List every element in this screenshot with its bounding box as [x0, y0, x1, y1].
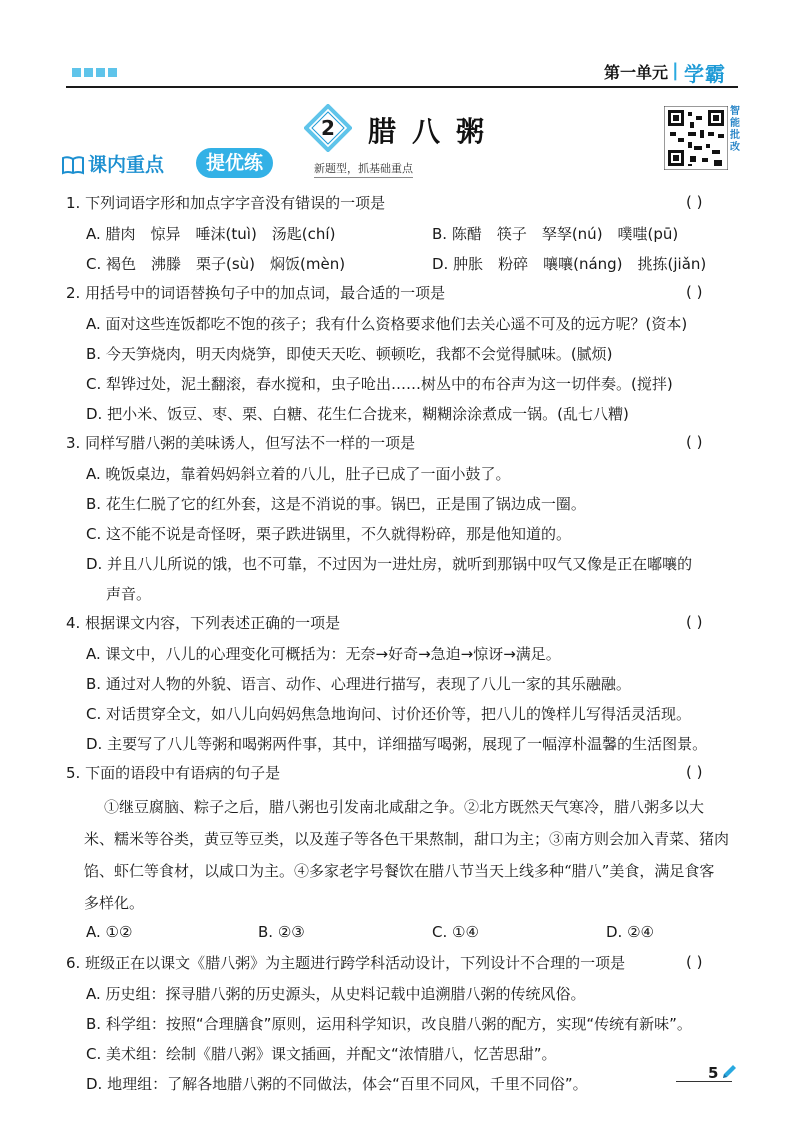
lesson-number-badge: [304, 104, 352, 152]
question-1-answer-box[interactable]: ( ): [686, 193, 703, 211]
question-6-answer-box[interactable]: ( ): [686, 953, 703, 971]
header-square: [96, 68, 105, 77]
question-1-stem: 1. 下列词语字形和加点字字音没有错误的一项是: [66, 194, 386, 212]
question-5-choice-a: A. ①②: [86, 923, 133, 941]
question-3-answer-box[interactable]: ( ): [686, 433, 703, 451]
header-square: [108, 68, 117, 77]
unit-label: 第一单元: [604, 63, 669, 82]
question-2-answer-box[interactable]: ( ): [686, 283, 703, 301]
question-2-option-b: B. 今天笋烧肉，明天肉烧笋，即使天天吃、顿顿吃，我都不会觉得腻味。(腻烦): [86, 345, 613, 363]
question-6-option-b: B. 科学组：按照“合理膳食”原则，运用科学知识，改良腊八粥的配方，实现“传统有新味”。: [86, 1015, 692, 1033]
section-title: 课内重点: [88, 154, 165, 176]
question-5-answer-box[interactable]: ( ): [686, 763, 703, 781]
question-5-stem: 5. 下面的语段中有语病的句子是: [66, 764, 281, 782]
question-3-stem: 3. 同样写腊八粥的美味诱人，但写法不一样的一项是: [66, 434, 416, 452]
question-2-option-d: D. 把小米、饭豆、枣、栗、白糖、花生仁合拢来，糊糊涂涂煮成一锅。(乱七八糟): [86, 405, 629, 423]
question-4-option-c: C. 对话贯穿全文，如八儿向妈妈焦急地询问、讨价还价等，把八儿的馋样儿写得活灵活现。: [86, 705, 692, 723]
question-4-stem: 4. 根据课文内容，下列表述正确的一项是: [66, 614, 341, 632]
brand-logo: 学霸: [684, 62, 726, 86]
question-2-option-c: C. 犁铧过处，泥土翻滚，春水搅和，虫子呛出……树丛中的布谷声为这一切伴奏。(搅拌): [86, 375, 673, 393]
lesson-title: 腊八粥: [368, 115, 501, 148]
question-1-option-a: A. 腊肉 惊异 唾沫(tuì) 汤匙(chí): [86, 225, 336, 243]
question-6-stem: 6. 班级正在以课文《腊八粥》为主题进行跨学科活动设计，下列设计不合理的一项是: [66, 954, 626, 972]
question-1-option-b: B. 陈醋 筷子 孥孥(nú) 噗嗤(pū): [432, 225, 679, 243]
section-note: 新题型，抓基础重点: [314, 160, 413, 178]
lesson-number: 2: [321, 116, 335, 140]
question-1-option-c: C. 褐色 沸滕 栗子(sù) 焖饭(mèn): [86, 255, 346, 273]
question-5-choice-d: D. ②④: [606, 923, 654, 941]
question-5-choice-c: C. ①④: [432, 923, 479, 941]
question-3-option-d-continued: 声音。: [106, 585, 152, 603]
question-3-option-a: A. 晚饭桌边，靠着妈妈斜立着的八儿，肚子已成了一面小鼓了。: [86, 465, 511, 483]
question-4-option-b: B. 通过对人物的外貌、语言、动作、心理进行描写，表现了八儿一家的其乐融融。: [86, 675, 631, 693]
section-tag: 提优练: [196, 148, 273, 178]
question-6-option-a: A. 历史组：探寻腊八粥的历史源头，从史料记载中追溯腊八粥的传统风俗。: [86, 985, 586, 1003]
question-2-stem: 2. 用括号中的词语替换句子中的加点词，最合适的一项是: [66, 284, 446, 302]
question-5-passage-line: 馅、虾仁等食材，以咸口为主。④多家老字号餐饮在腊八节当天上线多种“腊八”美食，满足食客: [84, 862, 715, 880]
qr-label: 智能批改: [730, 106, 740, 153]
header-decoration: [72, 68, 117, 77]
header-square: [84, 68, 93, 77]
question-4-option-a: A. 课文中，八儿的心理变化可概括为：无奈→好奇→急迫→惊讶→满足。: [86, 645, 561, 663]
footer-rule: [676, 1081, 732, 1082]
question-3-option-d: D. 并且八儿所说的饿，也不可靠，不过因为一进灶房，就听到那锅中叹气又像是正在嘟嚷的: [86, 555, 693, 573]
question-5-passage-line: 米、糯米等谷类，黄豆等豆类，以及莲子等各色干果熬制，甜口为主；③南方则会加入青菜、猪肉: [84, 830, 730, 848]
qr-code-icon[interactable]: [664, 106, 728, 170]
question-5-passage-line: 多样化。: [84, 894, 145, 912]
question-5-choice-b: B. ②③: [258, 923, 305, 941]
book-icon: [62, 155, 84, 175]
question-3-option-c: C. 这不能不说是奇怪呀，栗子跌进锅里，不久就得粉碎，那是他知道的。: [86, 525, 572, 543]
question-3-option-b: B. 花生仁脱了它的红外套，这是不消说的事。锅巴，正是围了锅边成一圈。: [86, 495, 586, 513]
question-6-option-d: D. 地理组：了解各地腊八粥的不同做法，体会“百里不同风，千里不同俗”。: [86, 1075, 588, 1093]
page-number: 5: [708, 1064, 719, 1082]
header-rule: [66, 86, 738, 88]
question-2-option-a: A. 面对这些连饭都吃不饱的孩子；我有什么资格要求他们去关心遥不可及的远方呢？(资本): [86, 315, 688, 333]
pencil-icon: [720, 1063, 738, 1081]
question-4-answer-box[interactable]: ( ): [686, 613, 703, 631]
header-separator-icon: |: [672, 60, 679, 81]
question-4-option-d: D. 主要写了八儿等粥和喝粥两件事，其中，详细描写喝粥，展现了一幅淳朴温馨的生活图景。: [86, 735, 708, 753]
header-square: [72, 68, 81, 77]
question-5-passage-line: ①继豆腐脑、粽子之后，腊八粥也引发南北咸甜之争。②北方既然天气寒冷，腊八粥多以大: [104, 798, 705, 816]
question-1-option-d: D. 肿胀 粉碎 嚷嚷(náng) 挑拣(jiǎn): [432, 255, 707, 273]
question-6-option-c: C. 美术组：绘制《腊八粥》课文插画，并配文“浓情腊八，忆苦思甜”。: [86, 1045, 557, 1063]
